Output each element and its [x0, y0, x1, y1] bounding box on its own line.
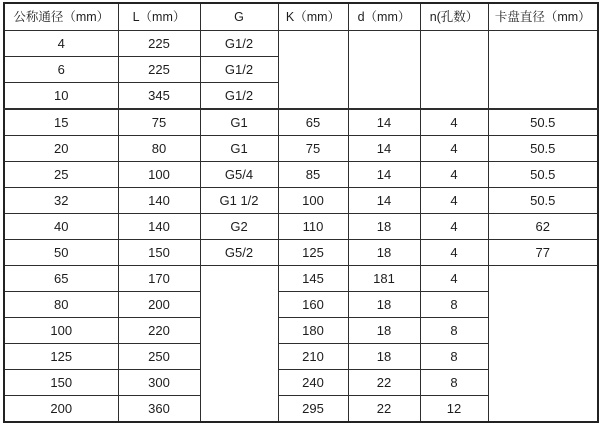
column-header-d: d（mm）: [348, 3, 420, 31]
table-cell: 18: [348, 240, 420, 266]
table-cell: 50.5: [488, 136, 598, 162]
table-cell: 22: [348, 370, 420, 396]
column-header-chuck-diameter: 卡盘直径（mm）: [488, 3, 598, 31]
table-header-row: [4, 3, 598, 31]
table-cell: 4: [420, 136, 488, 162]
table-cell: 80: [4, 292, 118, 318]
table-cell: 50: [4, 240, 118, 266]
table-cell: 300: [118, 370, 200, 396]
table-row: [4, 109, 598, 136]
table-cell: 18: [348, 318, 420, 344]
table-cell: 14: [348, 109, 420, 136]
table-cell: 125: [4, 344, 118, 370]
table-cell: 18: [348, 344, 420, 370]
table-cell: G5/2: [200, 240, 278, 266]
table-cell: 65: [278, 109, 348, 136]
table-cell: 220: [118, 318, 200, 344]
table-cell: 170: [118, 266, 200, 292]
table-cell: 14: [348, 136, 420, 162]
table-cell: 50.5: [488, 162, 598, 188]
table-cell: 50.5: [488, 188, 598, 214]
table-cell: 22: [348, 396, 420, 423]
table-cell: 8: [420, 344, 488, 370]
table-cell: 4: [4, 31, 118, 57]
table-cell: 100: [118, 162, 200, 188]
table-cell: 4: [420, 214, 488, 240]
table-cell: 4: [420, 109, 488, 136]
table-cell: 14: [348, 188, 420, 214]
table-cell: 50.5: [488, 109, 598, 136]
table-cell: 360: [118, 396, 200, 423]
table-cell: 100: [4, 318, 118, 344]
table-cell: 240: [278, 370, 348, 396]
column-header-l: L（mm）: [118, 3, 200, 31]
table-cell: [348, 31, 420, 110]
table-cell: 75: [118, 109, 200, 136]
table-cell: 200: [4, 396, 118, 423]
table-cell: G1/2: [200, 83, 278, 110]
table-cell: 250: [118, 344, 200, 370]
table-cell: [278, 31, 348, 110]
table-cell: 4: [420, 188, 488, 214]
table-cell: G1/2: [200, 57, 278, 83]
table-cell: 4: [420, 266, 488, 292]
table-cell: 145: [278, 266, 348, 292]
table-cell: 210: [278, 344, 348, 370]
table-row: [4, 136, 598, 162]
table-cell: 345: [118, 83, 200, 110]
table-cell: 225: [118, 57, 200, 83]
table-cell: 140: [118, 188, 200, 214]
table-row: [4, 266, 598, 292]
table-cell: 18: [348, 292, 420, 318]
table-cell: 200: [118, 292, 200, 318]
spec-table: [3, 2, 599, 423]
table-row: [4, 188, 598, 214]
table-cell: 180: [278, 318, 348, 344]
table-cell: [488, 31, 598, 110]
table-row: [4, 31, 598, 57]
table-cell: 14: [348, 162, 420, 188]
table-cell: 100: [278, 188, 348, 214]
column-header-hole-count: n(孔数）: [420, 3, 488, 31]
table-cell: 80: [118, 136, 200, 162]
table-cell: G1 1/2: [200, 188, 278, 214]
table-cell: 18: [348, 214, 420, 240]
table-cell: 150: [118, 240, 200, 266]
table-cell: 85: [278, 162, 348, 188]
table-cell: 110: [278, 214, 348, 240]
table-cell: 20: [4, 136, 118, 162]
table-cell: 140: [118, 214, 200, 240]
table-row: [4, 3, 598, 31]
table-cell: 125: [278, 240, 348, 266]
table-cell: 65: [4, 266, 118, 292]
table-cell: 12: [420, 396, 488, 423]
table-cell: 32: [4, 188, 118, 214]
table-cell: 10: [4, 83, 118, 110]
column-header-k: K（mm）: [278, 3, 348, 31]
table-cell: 160: [278, 292, 348, 318]
table-cell: 150: [4, 370, 118, 396]
table-cell: 181: [348, 266, 420, 292]
table-cell: 8: [420, 318, 488, 344]
table-cell: 295: [278, 396, 348, 423]
table-cell: G1: [200, 109, 278, 136]
table-body: [4, 31, 598, 423]
table-cell: 62: [488, 214, 598, 240]
table-cell: G2: [200, 214, 278, 240]
table-row: [4, 214, 598, 240]
table-cell: 77: [488, 240, 598, 266]
table-cell: 8: [420, 370, 488, 396]
table-cell: [488, 266, 598, 423]
table-cell: [200, 266, 278, 423]
table-cell: G1: [200, 136, 278, 162]
table-cell: 6: [4, 57, 118, 83]
column-header-g: G: [200, 3, 278, 31]
table-cell: 75: [278, 136, 348, 162]
table-cell: G5/4: [200, 162, 278, 188]
table-cell: 40: [4, 214, 118, 240]
table-cell: 8: [420, 292, 488, 318]
table-cell: G1/2: [200, 31, 278, 57]
table-row: [4, 162, 598, 188]
table-cell: 4: [420, 240, 488, 266]
table-cell: [420, 31, 488, 110]
table-cell: 4: [420, 162, 488, 188]
table-cell: 15: [4, 109, 118, 136]
column-header-nominal-diameter: 公称通径（mm）: [4, 3, 118, 31]
table-cell: 225: [118, 31, 200, 57]
table-cell: 25: [4, 162, 118, 188]
table-row: [4, 240, 598, 266]
